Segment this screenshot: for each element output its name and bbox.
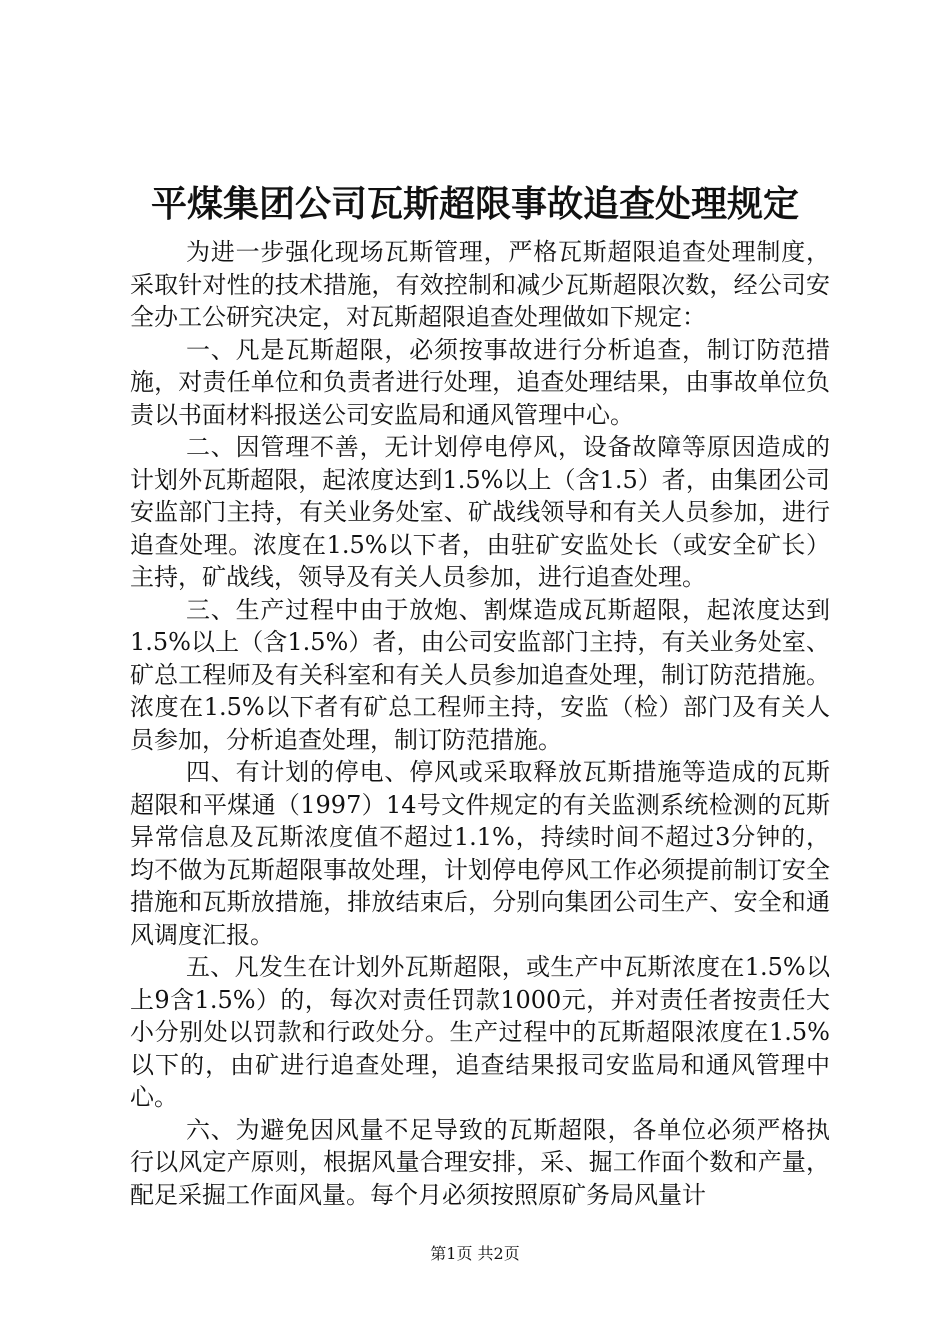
document-title: 平煤集团公司瓦斯超限事故追查处理规定 bbox=[150, 184, 799, 225]
paragraph-3: 三、生产过程中由于放炮、割煤造成瓦斯超限，起浓度达到1.5%以上（含1.5%）者，由公司安监部门主持，有关业务处室、矿总工程师及有关科室和有关人员参加追查处理，制订防范措施。浓度在1.5%以下者有矿总工程师主持，安监（检）部门及有关人员参加，分析追查处理，制订防范措施。 bbox=[130, 595, 830, 754]
paragraph-1: 一、凡是瓦斯超限，必须按事故进行分析追查，制订防范措施，对责任单位和负责者进行处理，追查处理结果，由事故单位负责以书面材料报送公司安监局和通风管理中心。 bbox=[130, 335, 830, 429]
page-footer: 第1页 共2页 bbox=[430, 1244, 520, 1263]
document-body bbox=[130, 236, 830, 1211]
paragraph-2: 二、因管理不善，无计划停电停风，设备故障等原因造成的计划外瓦斯超限，起浓度达到1.5%以上（含1.5）者，由集团公司安监部门主持，有关业务处室、矿战线领导和有关人员参加，进行追查处理。浓度在1.5%以下者，由驻矿安监处长（或安全矿长）主持，矿战线，领导及有关人员参加，进行追查处理。 bbox=[130, 433, 830, 591]
paragraph-intro: 为进一步强化现场瓦斯管理，严格瓦斯超限追查处理制度，采取针对性的技术措施，有效控制和减少瓦斯超限次数，经公司安全办工公研究决定，对瓦斯超限追查处理做如下规定： bbox=[130, 238, 830, 331]
paragraph-4: 四、有计划的停电、停风或采取释放瓦斯措施等造成的瓦斯超限和平煤通（1997）14号文件规定的有关监测系统检测的瓦斯异常信息及瓦斯浓度值不超过1.1%，持续时间不超过3分钟的，均不做为瓦斯超限事故处理，计划停电停风工作必须提前制订安全措施和瓦斯放措施，排放结束后，分别向集团公司生产、安全和通风调度汇报。 bbox=[130, 758, 830, 949]
paragraph-6: 六、为避免因风量不足导致的瓦斯超限，各单位必须严格执行以风定产原则，根据风量合理安排，采、掘工作面个数和产量，配足采掘工作面风量。每个月必须按照原矿务局风量计 bbox=[130, 1115, 830, 1209]
paragraph-5: 五、凡发生在计划外瓦斯超限，或生产中瓦斯浓度在1.5%以上9含1.5%）的，每次对责任罚款1000元，并对责任者按责任大小分别处以罚款和行政处分。生产过程中的瓦斯超限浓度在1.5%以下的，由矿进行追查处理，追查结果报司安监局和通风管理中心。 bbox=[130, 953, 830, 1111]
